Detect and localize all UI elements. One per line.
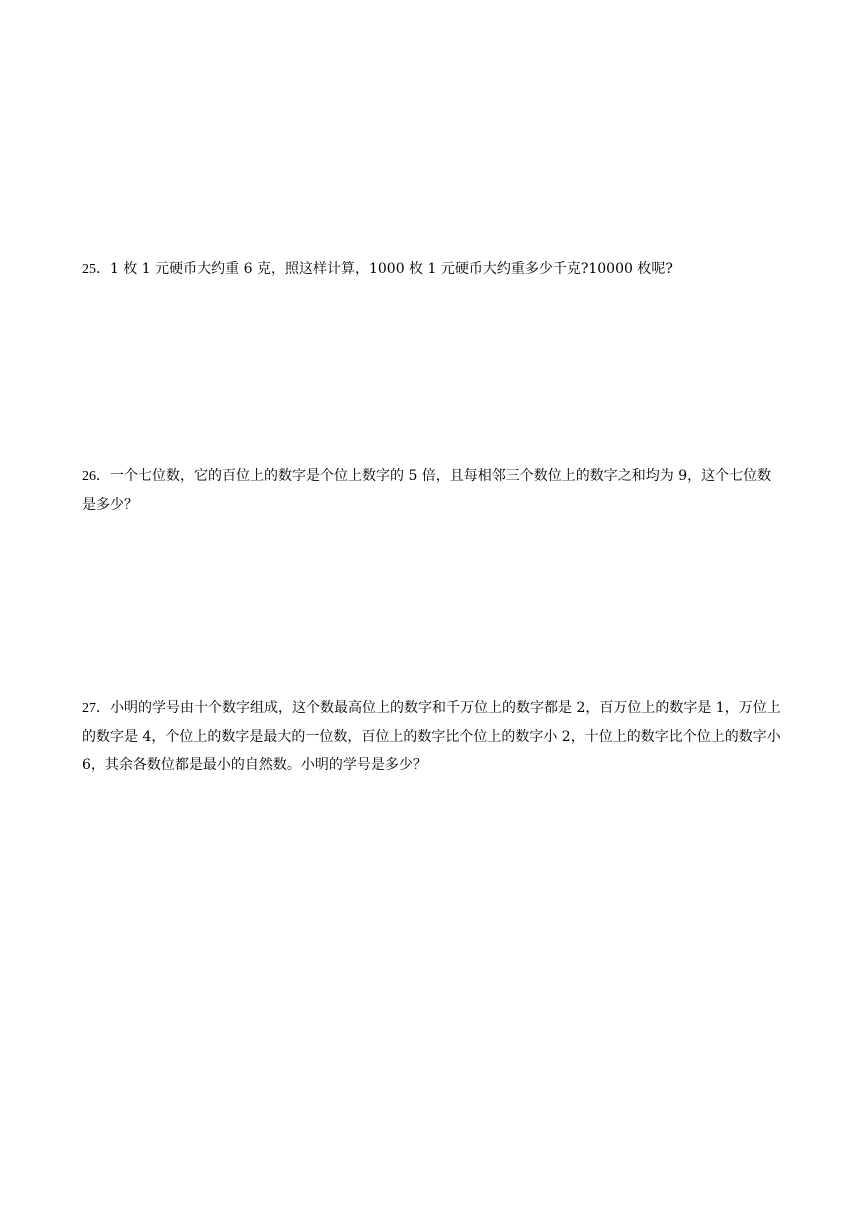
- question-27: [82, 694, 782, 779]
- question-number: 25．: [82, 262, 110, 277]
- question-text: 一个七位数，它的百位上的数字是个位上数字的 5 倍，且每相邻三个数位上的数字之和均为 9，这个七位数是多少？: [82, 468, 772, 513]
- question-text: 小明的学号由十个数字组成，这个数最高位上的数字和千万位上的数字都是 2，百万位上的数字是 1，万位上的数字是 4，个位上的数字是最大的一位数，百位上的数字比个位上的数字小 2，十位上的数字比个位上的数字小 6，其余各数位都是最小的自然数。小明的学号是多少？: [82, 700, 781, 773]
- question-number: 26．: [82, 469, 110, 484]
- question-text: 1 枚 1 元硬币大约重 6 克，照这样计算，1000 枚 1 元硬币大约重多少千克?10000 枚呢?: [110, 261, 673, 277]
- question-26: [82, 462, 782, 519]
- question-number: 27．: [82, 701, 110, 716]
- question-25: [82, 255, 782, 284]
